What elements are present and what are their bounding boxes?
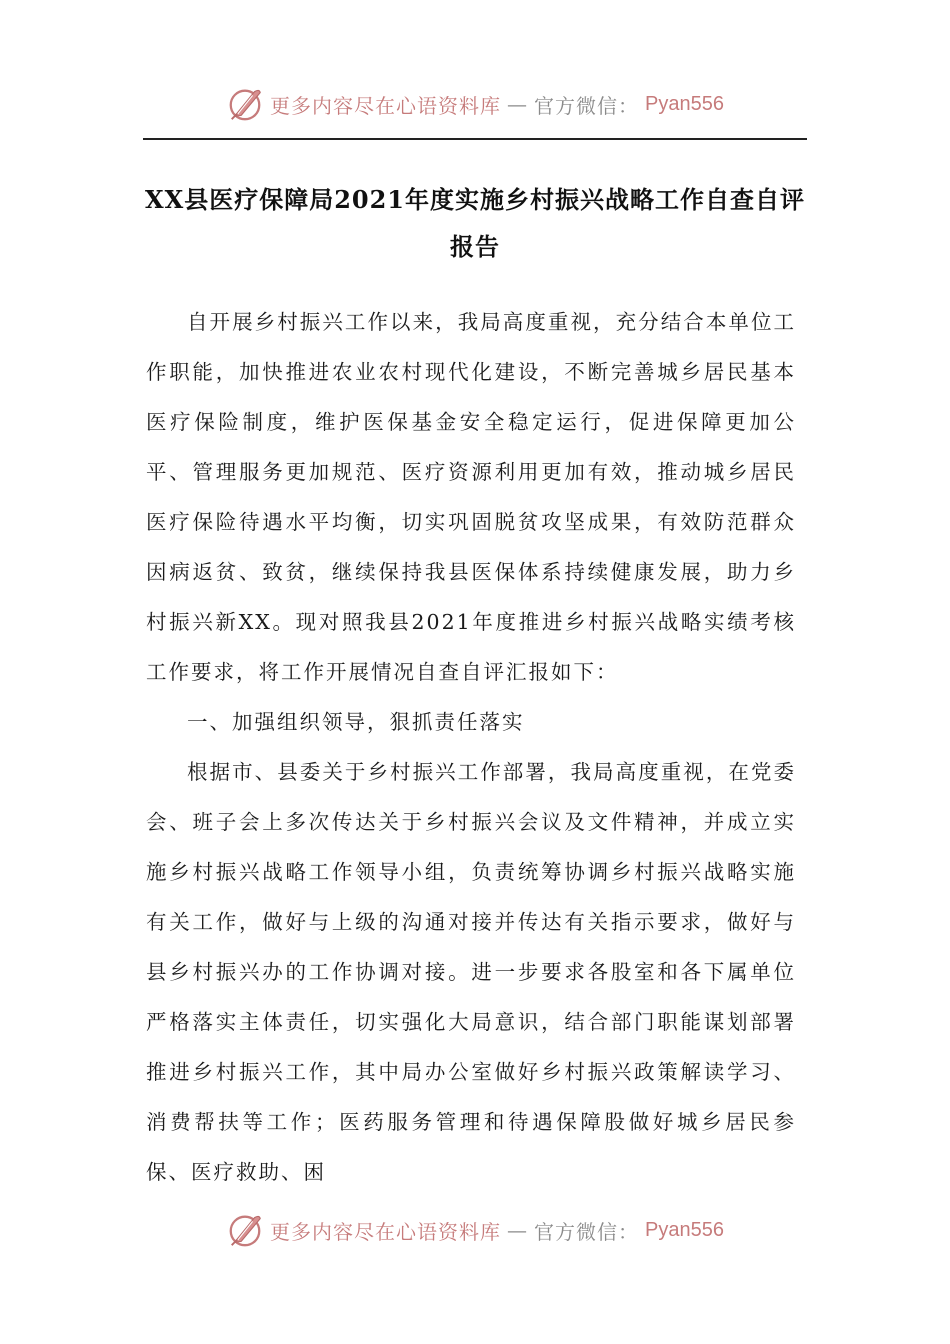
watermark-brand-text: 更多内容尽在心语资料库 xyxy=(270,93,502,118)
intro-paragraph: 自开展乡村振兴工作以来，我局高度重视，充分结合本单位工作职能，加快推进农业农村现代化建设，不断完善城乡居民基本医疗保险制度，维护医保基金安全稳定运行，促进保障更加公平、管理服务更加规范、医疗资源利用更加有效，推动城乡居民医疗保险待遇水平均衡，切实巩固脱贫攻坚成果，有效防范群众因病返贫、致贫，继续保持我县医保体系持续健康发展，助力乡村振兴新XX。现对照我县2021年度推进乡村振兴战略实绩考核工作要求，将工作开展情况自查自评汇报如下： xyxy=(146,310,796,684)
watermark-brand-text: 更多内容尽在心语资料库 xyxy=(270,1219,502,1244)
document-title: XX县医疗保障局2021年度实施乡村振兴战略工作自查自评报告 xyxy=(144,185,806,261)
quill-logo-icon xyxy=(226,1211,264,1249)
watermark-separator: — xyxy=(507,92,529,116)
header-divider xyxy=(143,138,807,140)
watermark-separator: — xyxy=(507,1218,529,1242)
section-1-paragraph: 根据市、县委关于乡村振兴工作部署，我局高度重视，在党委会、班子会上多次传达关于乡村振兴会议及文件精神，并成立实施乡村振兴战略工作领导小组，负责统筹协调乡村振兴战略实施有关工作，做好与上级的沟通对接并传达有关指示要求，做好与县乡村振兴办的工作协调对接。进一步要求各股室和各下属单位严格落实主体责任，切实强化大局意识，结合部门职能谋划部署推进乡村振兴工作，其中局办公室做好乡村振兴政策解读学习、消费帮扶等工作；医药服务管理和待遇保障股做好城乡居民参保、医疗救助、困 xyxy=(146,760,796,1184)
watermark-banner-top xyxy=(0,82,950,126)
quill-logo-icon xyxy=(226,85,264,123)
watermark-official-label: 官方微信： xyxy=(534,93,640,118)
watermark-handle: Pyan556 xyxy=(645,1218,724,1241)
watermark-banner-bottom xyxy=(0,1208,950,1252)
document-body xyxy=(146,297,796,1197)
watermark-handle: Pyan556 xyxy=(645,92,724,115)
section-heading-1: 一、加强组织领导，狠抓责任落实 xyxy=(187,710,525,734)
watermark-official-label: 官方微信： xyxy=(534,1219,640,1244)
